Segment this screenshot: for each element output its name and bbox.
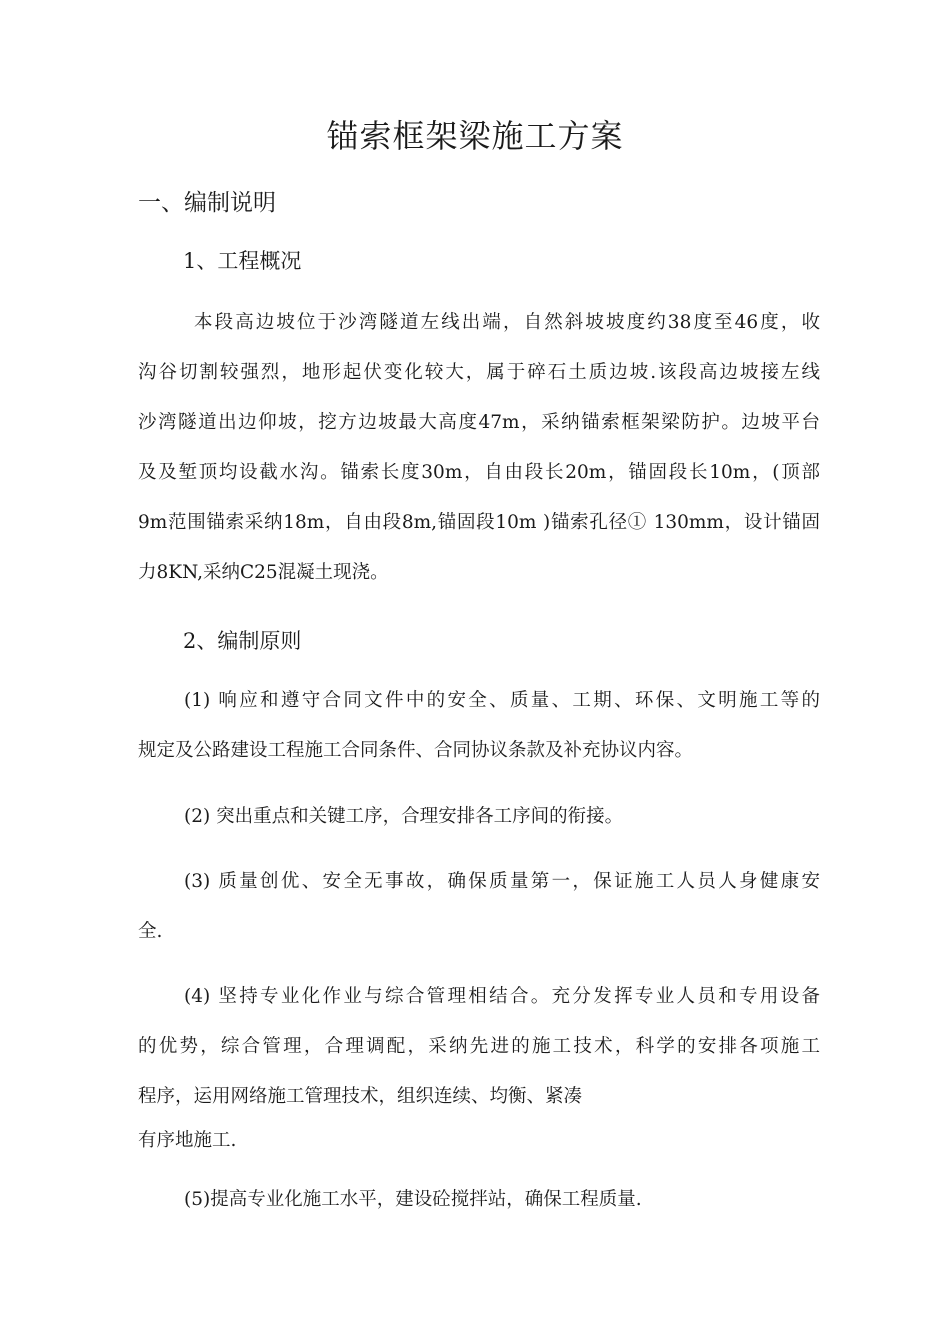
paragraph-project-overview	[138, 298, 820, 598]
paragraph-line: 力8KN,采纳C25混凝土现浇。	[138, 562, 389, 583]
paragraph-line: 沟谷切割较强烈，地形起伏变化较大，属于碎石土质边坡.该段高边坡接左线	[138, 362, 820, 383]
paragraph-principle-2	[138, 792, 820, 842]
paragraph-line: 9m范围锚索采纳18m，自由段8m,锚固段10m )锚索孔径① 130mm，设计锚固	[138, 512, 820, 533]
paragraph-line: 全.	[138, 921, 163, 942]
paragraph-line: 沙湾隧道出边仰坡，挖方边坡最大高度47m，采纳锚索框架梁防护。边坡平台	[138, 412, 820, 433]
paragraph-principle-3	[138, 857, 820, 957]
section-heading-compilation-notes: 一、编制说明	[138, 190, 276, 216]
paragraph-line: 的优势，综合管理，合理调配，采纳先进的施工技术，科学的安排各项施工	[138, 1036, 820, 1057]
paragraph-line: (4) 坚持专业化作业与综合管理相结合。充分发挥专业人员和专用设备	[184, 986, 820, 1007]
paragraph-line: 规定及公路建设工程施工合同条件、合同协议条款及补充协议内容。	[138, 740, 694, 761]
paragraph-line: 及及堑顶均设截水沟。锚索长度30m，自由段长20m，锚固段长10m，(顶部	[138, 462, 820, 483]
paragraph-principle-1	[138, 676, 820, 776]
paragraph-line: 有序地施工.	[138, 1130, 237, 1151]
paragraph-line: (1) 响应和遵守合同文件中的安全、质量、工期、环保、文明施工等的	[184, 690, 820, 711]
paragraph-line: 本段高边坡位于沙湾隧道左线出端，自然斜坡坡度约38度至46度，收	[194, 312, 820, 333]
paragraph-line: (5)提高专业化施工水平，建设砼搅拌站，确保工程质量.	[184, 1189, 642, 1210]
paragraph-principle-4	[138, 972, 820, 1164]
paragraph-line: (3) 质量创优、安全无事故，确保质量第一，保证施工人员人身健康安	[184, 871, 820, 892]
subsection-heading-compilation-principles: 2、编制原则	[183, 629, 302, 653]
paragraph-principle-5	[138, 1175, 820, 1225]
paragraph-line: (2) 突出重点和关键工序，合理安排各工序间的衔接。	[184, 806, 624, 827]
subsection-heading-project-overview: 1、工程概况	[183, 249, 302, 273]
paragraph-line: 程序，运用网络施工管理技术，组织连续、均衡、紧凑	[138, 1086, 583, 1107]
document-title: 锚索框架梁施工方案	[326, 117, 624, 155]
